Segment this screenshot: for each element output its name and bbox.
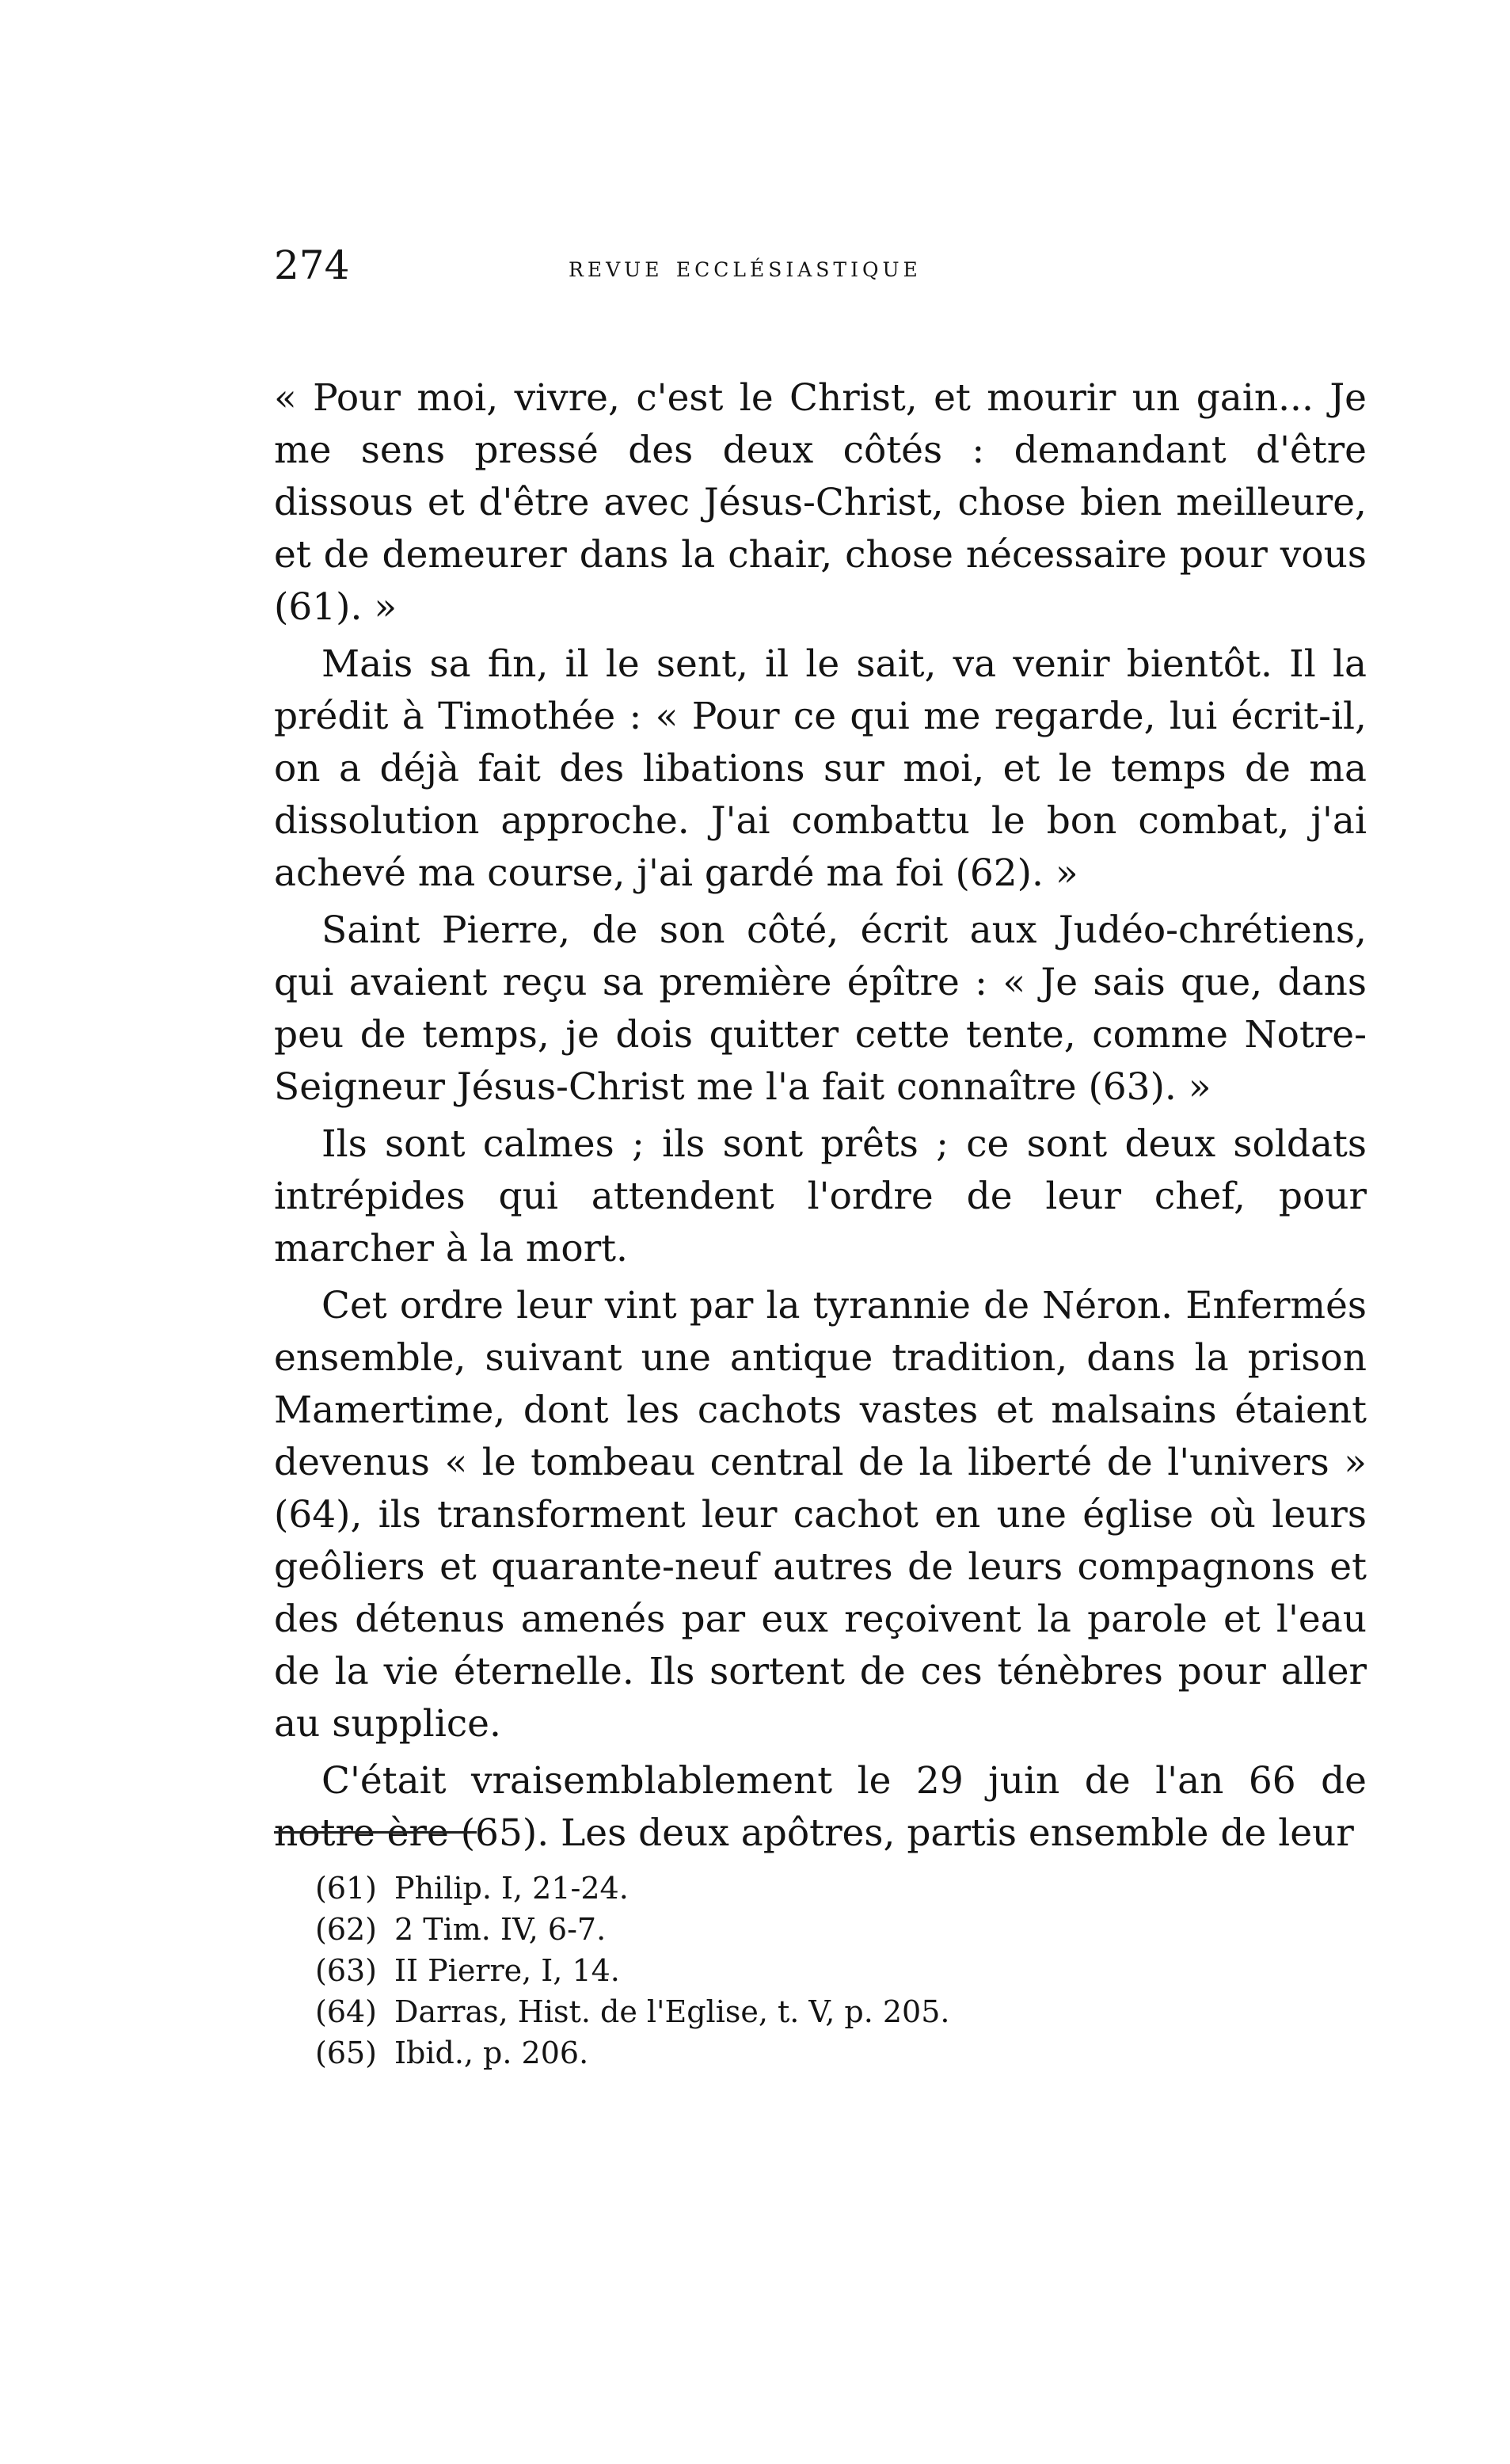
footnotes: [315, 1868, 1345, 2074]
footnote-61: [315, 1868, 1345, 1909]
paragraph-neron: Cet ordre leur vint par la tyrannie de Néron. Enfermés ensemble, suivant une antique tradition, dans la prison Mamertime, dont les cachots vastes et malsains étaient devenus « le tombeau central de la liberté de l'univers » (64), ils transforment leur cachot en une église où leurs geôliers et quarante-neuf autres de leurs compagnons et des détenus amenés par eux reçoivent la parole et l'eau de la vie éternelle. Ils sortent de ces ténèbres pour aller au supplice.: [274, 1284, 1367, 1746]
footnote-text: 2 Tim. IV, 6-7.: [394, 1912, 607, 1947]
footnote-number: (61): [315, 1871, 378, 1906]
footnote-number: (64): [315, 1994, 378, 2029]
footnote-text: II Pierre, I, 14.: [394, 1953, 620, 1988]
footnote-63: [315, 1950, 1345, 1991]
footnote-divider: [274, 1831, 477, 1834]
footnote-text: Darras, Hist. de l'Eglise, t. V, p. 205.: [394, 1994, 950, 2029]
body-text: [274, 372, 1367, 1864]
footnote-number: (62): [315, 1912, 378, 1947]
footnote-62: [315, 1909, 1345, 1950]
paragraph-soldats: Ils sont calmes ; ils sont prêts ; ce sont deux soldats intrépides qui attendent l'ordre de leur chef, pour marcher à la mort.: [274, 1122, 1367, 1270]
footnote-number: (65): [315, 2036, 378, 2070]
footnote-64: [315, 1991, 1345, 2032]
running-title: revue ecclésiastique: [569, 251, 922, 284]
footnote-65: [315, 2032, 1345, 2074]
footnote-text: Ibid., p. 206.: [394, 2036, 589, 2070]
footnote-number: (63): [315, 1953, 378, 1988]
footnote-text: Philip. I, 21-24.: [394, 1871, 629, 1906]
page-number: 274: [274, 242, 350, 288]
page-header: [274, 238, 1367, 293]
paragraph-quote-philippians: « Pour moi, vivre, c'est le Christ, et mourir un gain... Je me sens pressé des deux côtés : demandant d'être dissous et d'être avec Jésus-Christ, chose bien meilleure, et de demeurer dans la chair, chose nécessaire pour vous (61). »: [274, 376, 1367, 629]
paragraph-29-juin: C'était vraisemblablement le 29 juin de l'an 66 de notre ère (65). Les deux apôtres, partis ensemble de leur: [274, 1759, 1367, 1855]
paragraph-timothy: Mais sa fin, il le sent, il le sait, va venir bientôt. Il la prédit à Timothée : « Pour ce qui me regarde, lui écrit-il, on a déjà fait des libations sur moi, et le temps de ma dissolution approche. J'ai combattu le bon combat, j'ai achevé ma course, j'ai gardé ma foi (62). »: [274, 642, 1367, 895]
paragraph-saint-pierre: Saint Pierre, de son côté, écrit aux Judéo-chrétiens, qui avaient reçu sa première épître : « Je sais que, dans peu de temps, je dois quitter cette tente, comme Notre-Seigneur Jésus-Christ me l'a fait connaître (63). »: [274, 908, 1367, 1109]
